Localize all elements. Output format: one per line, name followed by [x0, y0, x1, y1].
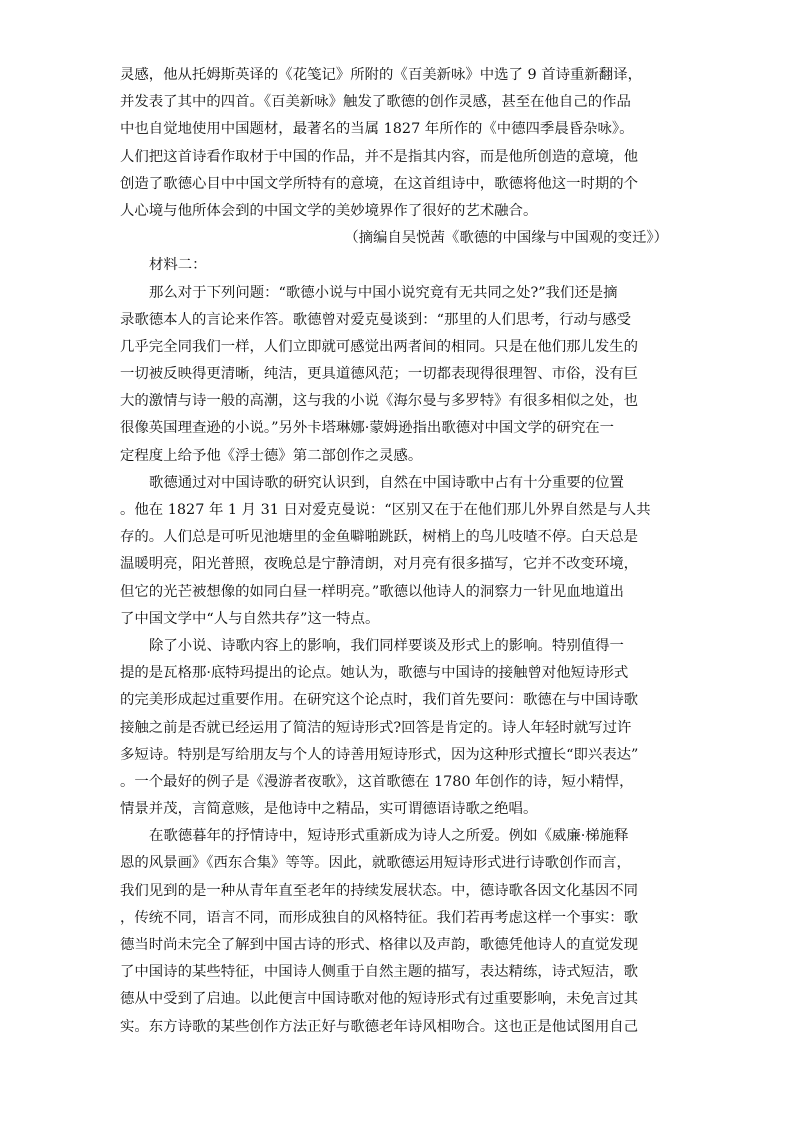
text-line: 了中国诗的某些特征，中国诗人侧重于自然主题的描写，表达精练，诗式短洁，歌	[120, 964, 639, 981]
text-line: 温暖明亮，阳光普照，夜晚总是宁静清朗，对月亮有很多描写，它并不改变环境，	[120, 556, 639, 573]
text-line: 的完美形成起过重要作用。在研究这个论点时，我们首先要问：歌德在与中国诗歌	[120, 692, 639, 709]
text-line: 录歌德本人的言论来作答。歌德曾对爱克曼谈到：“那里的人们思考，行动与感受	[120, 311, 632, 328]
text-line: 在歌德暮年的抒情诗中，短诗形式重新成为诗人之所爱。例如《威廉·梯施释	[149, 828, 629, 845]
text-line: 定程度上给予他《浮士德》第二部创作之灵感。	[120, 447, 423, 464]
text-line: 实。东方诗歌的某些创作方法正好与歌德老年诗风相吻合。这也正是他试图用自己	[120, 1018, 639, 1035]
text-line: 很像英国理查逊的小说。”另外卡塔琳娜·蒙姆逊指出歌德对中国文学的研究在一	[120, 420, 615, 437]
paragraph-4	[120, 633, 672, 823]
text-line: 灵感，他从托姆斯英译的《花笺记》所附的《百美新咏》中选了 9 首诗重新翻译，	[120, 67, 642, 83]
text-line: 并发表了其中的四首。《百美新咏》触发了歌德的创作灵感，甚至在他自己的作品	[120, 94, 631, 111]
text-line: 中也自觉地使用中国题材，最著名的当属 1827 年所作的《中德四季晨昏杂咏》。	[120, 121, 634, 138]
text-line: 德当时尚未完全了解到中国古诗的形式、格律以及声韵，歌德凭他诗人的直觉发现	[120, 937, 639, 954]
text-line: 创造了歌德心目中中国文学所特有的意境，在这首组诗中，歌德将他这一时期的个	[120, 175, 639, 192]
text-line: 存的。人们总是可听见池塘里的金鱼噼啪跳跃，树梢上的鸟儿吱喳不停。白天总是	[120, 529, 639, 546]
paragraph-1	[120, 62, 672, 225]
text-line: 那么对于下列问题：“歌德小说与中国小说究竟有无共同之处?”我们还是摘	[149, 284, 618, 301]
text-line: 。他在 1827 年 1 月 31 日对爱克曼说：“区别又在于在他们那儿外界自然是与人共	[120, 502, 651, 519]
text-line: 我们见到的是一种从青年直至老年的持续发展状态。中，德诗歌各因文化基因不同	[120, 882, 639, 899]
paragraph-2	[120, 280, 672, 470]
text-line: 但它的光芒被想像的如同白昼一样明亮。”歌德以他诗人的洞察力一针见血地道出	[120, 583, 624, 600]
text-line: 大的激情与诗一般的高潮，这与我的小说《海尔曼与多罗特》有很多相似之处，也	[120, 393, 639, 410]
text-line: ，传统不同，语言不同，而形成独自的风格特征。我们若再考虑这样一个事实：歌	[120, 909, 639, 926]
text-line: 。一个最好的例子是《漫游者夜歌》，这首歌德在 1780 年创作的诗，短小精悍，	[120, 773, 634, 790]
text-line: 恩的风景画》《西东合集》等等。因此，就歌德运用短诗形式进行诗歌创作而言，	[120, 855, 631, 872]
paragraph-3	[120, 470, 672, 633]
text-line: 人们把这首诗看作取材于中国的作品，并不是指其内容，而是他所创造的意境，他	[120, 148, 639, 165]
text-line: 提的是瓦格那·底特玛提出的论点。她认为，歌德与中国诗的接触曾对他短诗形式	[120, 665, 629, 682]
document-page	[120, 62, 672, 1041]
text-line: 了中国文学中“人与自然共存”这一特点。	[120, 610, 380, 627]
text-line: 除了小说、诗歌内容上的影响，我们同样要谈及形式上的影响。特别值得一	[149, 637, 624, 654]
text-line: 情景并茂，言简意赅，是他诗中之精品，实可谓德语诗歌之绝唱。	[120, 801, 538, 818]
text-line: 几乎完全同我们一样，人们立即就可感觉出两者间的相同。只是在他们那儿发生的	[120, 338, 639, 355]
text-line: 歌德通过对中国诗歌的研究认识到，自然在中国诗歌中占有十分重要的位置	[149, 474, 624, 491]
material-2-label: 材料二：	[149, 257, 207, 274]
text-line: 多短诗。特别是写给朋友与个人的诗善用短诗形式，因为这种形式擅长“即兴表达”	[120, 746, 639, 763]
text-line: 德从中受到了启迪。以此便言中国诗歌对他的短诗形式有过重要影响，未免言过其	[120, 991, 639, 1008]
text-line: 接触之前是否就已经运用了简洁的短诗形式?回答是肯定的。诗人年轻时就写过许	[120, 719, 632, 736]
source-citation: （摘编自吴悦茜《歌德的中国缘与中国观的变迁》）	[344, 230, 668, 247]
text-line: 一切被反映得更清晰，纯洁，更具道德风范；一切都表现得很理智、市俗，没有巨	[120, 366, 639, 383]
paragraph-5	[120, 823, 672, 1041]
text-line: 人心境与他所体会到的中国文学的美妙境界作了很好的艺术融合。	[120, 202, 538, 219]
